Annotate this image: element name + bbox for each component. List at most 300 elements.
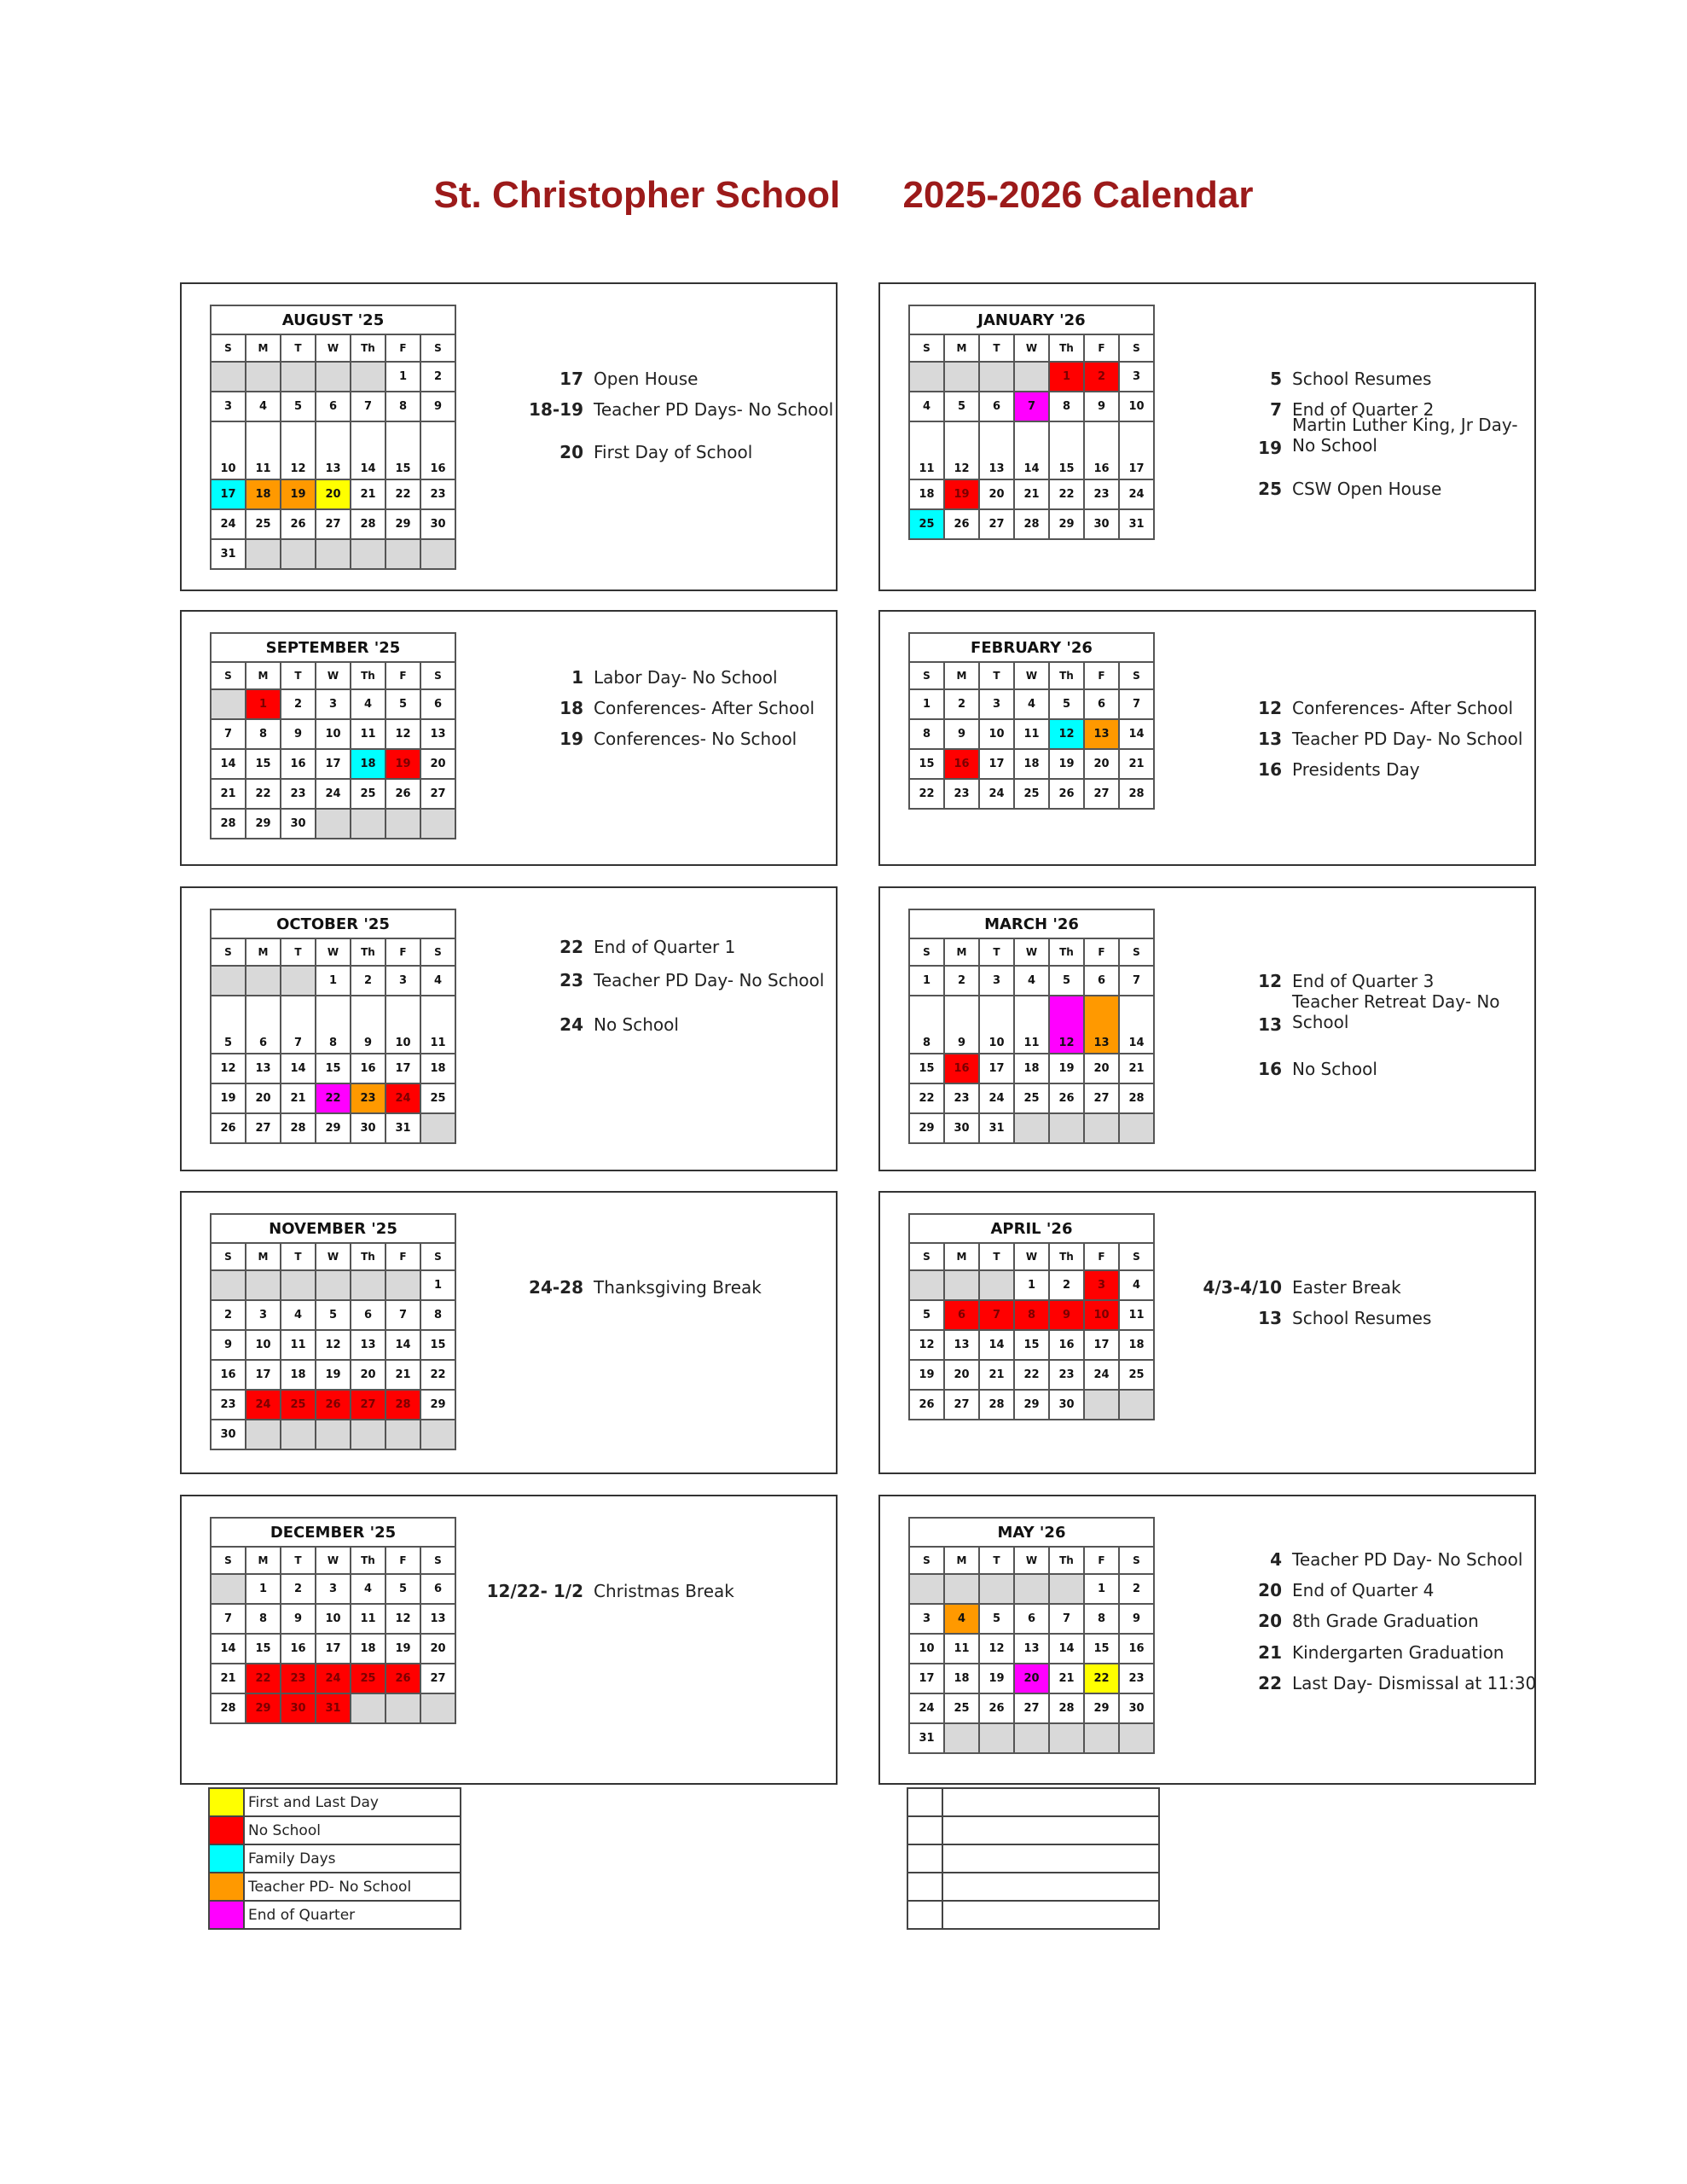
day-cell: 25 [281,1390,316,1420]
event-text: Teacher PD Days- No School [594,399,834,420]
empty-day-cell [1119,1113,1154,1143]
event-text: Easter Break [1292,1277,1401,1298]
day-cell: 3 [979,966,1014,996]
day-cell: 20 [246,1083,281,1113]
weekday-header: M [944,334,979,362]
day-cell: 6 [351,1300,386,1330]
day-cell: 13 [1014,1634,1049,1664]
page-title: St. Christopher School 2025-2026 Calendar [433,174,1254,216]
weekday-header: S [1119,938,1154,966]
day-cell: 26 [944,509,979,539]
day-cell: 2 [351,966,386,996]
event-item [559,937,736,957]
weekday-header: M [246,1243,281,1270]
day-cell: 5 [979,1604,1014,1634]
day-cell: 8 [316,996,351,1054]
empty-day-cell [1084,1723,1119,1753]
day-cell: 19 [909,1360,944,1390]
day-cell: 2 [1119,1574,1154,1604]
event-text: Conferences- After School [1292,698,1514,718]
day-cell: 10 [1084,1300,1119,1330]
day-cell: 21 [281,1083,316,1113]
day-cell: 19 [1049,749,1084,779]
day-cell: 16 [211,1360,246,1390]
day-cell: 8 [909,719,944,749]
day-cell: 5 [909,1300,944,1330]
day-cell: 29 [420,1390,455,1420]
day-cell: 19 [386,749,420,779]
event-item [1258,1059,1377,1079]
event-date: 24 [559,1014,583,1035]
day-cell: 11 [351,719,386,749]
day-cell: 1 [316,966,351,996]
day-cell: 9 [420,392,455,421]
day-cell: 25 [1014,779,1049,809]
weekday-header: S [420,334,455,362]
day-cell: 7 [386,1300,420,1330]
legend-swatch [209,1844,244,1873]
weekday-header: M [246,334,281,362]
event-item [559,970,825,990]
month-title: MARCH '26 [909,909,1154,938]
event-text: Teacher PD Day- No School [1292,1549,1523,1570]
empty-day-cell [211,1270,246,1300]
weekday-header: F [1084,334,1119,362]
day-cell: 24 [1119,479,1154,509]
month-title: JANUARY '26 [909,305,1154,334]
empty-day-cell [1049,1113,1084,1143]
day-cell: 27 [420,779,455,809]
day-cell: 11 [944,1634,979,1664]
event-text: Thanksgiving Break [594,1277,762,1298]
empty-day-cell [979,362,1014,392]
day-cell: 18 [1014,1054,1049,1083]
day-cell: 5 [281,392,316,421]
event-text: Teacher PD Day- No School [594,970,825,990]
weekday-header: T [281,1243,316,1270]
event-date: 7 [1270,399,1282,420]
day-cell: 16 [944,749,979,779]
weekday-header: F [386,334,420,362]
event-item [486,1581,734,1601]
day-cell: 20 [1014,1664,1049,1693]
weekday-header: S [211,662,246,689]
weekday-header: M [944,938,979,966]
weekday-header: Th [1049,662,1084,689]
day-cell: 2 [211,1300,246,1330]
legend-swatch [209,1873,244,1901]
day-cell: 22 [420,1360,455,1390]
weekday-header: S [420,662,455,689]
event-item [1203,1277,1401,1298]
empty-day-cell [1014,1723,1049,1753]
day-cell: 24 [386,1083,420,1113]
day-cell: 3 [316,1574,351,1604]
weekday-header: M [944,1243,979,1270]
day-cell: 4 [351,1574,386,1604]
day-cell: 9 [944,996,979,1054]
event-text: Kindergarten Graduation [1292,1642,1504,1663]
weekday-header: Th [1049,334,1084,362]
event-item [559,1014,679,1035]
weekday-header: F [386,662,420,689]
event-date: 18-19 [529,399,583,420]
day-cell: 18 [1014,749,1049,779]
day-cell: 14 [211,749,246,779]
weekday-header: T [281,1547,316,1574]
weekday-header: F [386,1243,420,1270]
month-title: APRIL '26 [909,1214,1154,1243]
event-date: 13 [1258,1014,1282,1035]
day-cell: 2 [281,689,316,719]
day-cell: 22 [246,779,281,809]
event-item [1258,1642,1504,1663]
day-cell: 29 [246,1693,281,1723]
weekday-header: T [281,938,316,966]
day-cell: 10 [909,1634,944,1664]
empty-day-cell [281,362,316,392]
day-cell: 4 [1014,689,1049,719]
day-cell: 13 [316,421,351,479]
event-date: 19 [559,729,583,749]
day-cell: 25 [944,1693,979,1723]
day-cell: 7 [979,1300,1014,1330]
day-cell: 3 [246,1300,281,1330]
day-cell: 15 [246,1634,281,1664]
event-date: 20 [559,442,583,462]
event-text: Last Day- Dismissal at 11:30 [1292,1673,1537,1693]
day-cell: 6 [1014,1604,1049,1634]
weekday-header: M [246,938,281,966]
day-cell: 30 [420,509,455,539]
month-panel [878,1191,1536,1474]
empty-legend-label [942,1788,1159,1816]
day-cell: 12 [386,1604,420,1634]
empty-day-cell [281,1420,316,1449]
weekday-header: S [909,1547,944,1574]
day-cell: 15 [316,1054,351,1083]
day-cell: 16 [281,1634,316,1664]
empty-day-cell [246,1270,281,1300]
day-cell: 20 [420,749,455,779]
day-cell: 15 [1049,421,1084,479]
day-cell: 28 [211,1693,246,1723]
day-cell: 30 [1119,1693,1154,1723]
day-cell: 10 [316,719,351,749]
day-cell: 22 [246,1664,281,1693]
day-cell: 24 [1084,1360,1119,1390]
day-cell: 16 [1119,1634,1154,1664]
day-cell: 14 [1049,1634,1084,1664]
day-cell: 5 [944,392,979,421]
day-cell: 3 [1119,362,1154,392]
day-cell: 16 [420,421,455,479]
empty-legend-swatch [907,1901,942,1929]
day-cell: 8 [420,1300,455,1330]
day-cell: 26 [386,1664,420,1693]
day-cell: 19 [316,1360,351,1390]
day-cell: 20 [1084,749,1119,779]
day-cell: 27 [944,1390,979,1420]
empty-legend-label [942,1873,1159,1901]
day-cell: 23 [281,779,316,809]
day-cell: 8 [246,1604,281,1634]
day-cell: 2 [1049,1270,1084,1300]
day-cell: 31 [386,1113,420,1143]
day-cell: 30 [281,1693,316,1723]
day-cell: 20 [979,479,1014,509]
day-cell: 6 [1084,966,1119,996]
weekday-header: F [1084,1243,1119,1270]
empty-legend-swatch [907,1873,942,1901]
day-cell: 24 [316,1664,351,1693]
day-cell: 14 [1014,421,1049,479]
day-cell: 28 [386,1390,420,1420]
day-cell: 26 [211,1113,246,1143]
day-cell: 17 [979,1054,1014,1083]
event-date: 12/22- 1/2 [486,1581,583,1601]
day-cell: 26 [316,1390,351,1420]
day-cell: 31 [979,1113,1014,1143]
event-text: Open House [594,369,699,389]
day-cell: 11 [1014,996,1049,1054]
month-panel [878,886,1536,1171]
day-cell: 12 [211,1054,246,1083]
day-cell: 11 [1014,719,1049,749]
weekday-header: W [1014,938,1049,966]
day-cell: 6 [944,1300,979,1330]
day-cell: 9 [1084,392,1119,421]
day-cell: 30 [1084,509,1119,539]
empty-legend-swatch [907,1816,942,1844]
legend-swatch [209,1816,244,1844]
day-cell: 5 [386,689,420,719]
empty-day-cell [979,1574,1014,1604]
day-cell: 7 [281,996,316,1054]
day-cell: 17 [211,479,246,509]
day-cell: 21 [351,479,386,509]
day-cell: 17 [909,1664,944,1693]
empty-day-cell [281,1270,316,1300]
empty-day-cell [211,966,246,996]
weekday-header: W [1014,662,1049,689]
month-panel [180,1191,838,1474]
weekday-header: T [979,334,1014,362]
event-date: 19 [1258,438,1282,458]
day-cell: 27 [1084,779,1119,809]
weekday-header: Th [351,1243,386,1270]
empty-day-cell [909,1270,944,1300]
weekday-header: S [1119,1547,1154,1574]
weekday-header: S [1119,334,1154,362]
day-cell: 2 [1084,362,1119,392]
event-item [529,1277,762,1298]
day-cell: 25 [351,1664,386,1693]
empty-day-cell [351,362,386,392]
day-cell: 30 [1049,1390,1084,1420]
weekday-header: S [1119,1243,1154,1270]
month-calendar [908,305,1155,540]
empty-day-cell [351,809,386,839]
weekday-header: F [1084,662,1119,689]
weekday-header: T [979,938,1014,966]
event-text: School Resumes [1292,1308,1432,1328]
day-cell: 18 [909,479,944,509]
day-cell: 15 [386,421,420,479]
empty-day-cell [316,809,351,839]
event-date: 22 [559,937,583,957]
day-cell: 18 [246,479,281,509]
empty-day-cell [1084,1113,1119,1143]
day-cell: 31 [316,1693,351,1723]
empty-day-cell [281,539,316,569]
empty-day-cell [246,362,281,392]
event-item [559,729,797,749]
day-cell: 18 [1119,1330,1154,1360]
day-cell: 7 [1119,689,1154,719]
day-cell: 21 [1119,1054,1154,1083]
day-cell: 1 [420,1270,455,1300]
weekday-header: W [316,662,351,689]
event-text: Teacher Retreat Day- No [1292,991,1500,1012]
day-cell: 27 [316,509,351,539]
weekday-header: S [420,1547,455,1574]
weekday-header: Th [351,334,386,362]
day-cell: 23 [1049,1360,1084,1390]
empty-day-cell [944,362,979,392]
day-cell: 1 [1014,1270,1049,1300]
weekday-header: T [281,662,316,689]
day-cell: 16 [1084,421,1119,479]
day-cell: 13 [944,1330,979,1360]
event-text-continued: No School [1292,435,1377,456]
event-date: 22 [1258,1673,1282,1693]
event-text-continued: School [1292,1012,1349,1032]
weekday-header: T [979,1243,1014,1270]
empty-day-cell [316,1420,351,1449]
day-cell: 28 [1049,1693,1084,1723]
day-cell: 1 [246,1574,281,1604]
day-cell: 2 [944,689,979,719]
empty-day-cell [211,1574,246,1604]
day-cell: 23 [351,1083,386,1113]
day-cell: 1 [1049,362,1084,392]
empty-day-cell [246,1420,281,1449]
day-cell: 23 [281,1664,316,1693]
day-cell: 5 [211,996,246,1054]
day-cell: 21 [1014,479,1049,509]
event-item [1258,1611,1479,1631]
event-item [559,442,753,462]
day-cell: 27 [1014,1693,1049,1723]
day-cell: 17 [246,1360,281,1390]
day-cell: 17 [316,1634,351,1664]
weekday-header: W [1014,334,1049,362]
empty-day-cell [944,1574,979,1604]
day-cell: 22 [909,779,944,809]
day-cell: 4 [1119,1270,1154,1300]
day-cell: 14 [351,421,386,479]
empty-day-cell [386,809,420,839]
day-cell: 28 [979,1390,1014,1420]
event-date: 4 [1270,1549,1282,1570]
weekday-header: Th [1049,938,1084,966]
month-title: NOVEMBER '25 [211,1214,455,1243]
day-cell: 3 [211,392,246,421]
day-cell: 21 [211,1664,246,1693]
empty-day-cell [1049,1723,1084,1753]
event-item [559,698,815,718]
month-title: DECEMBER '25 [211,1518,455,1547]
weekday-header: S [211,1547,246,1574]
day-cell: 7 [351,392,386,421]
empty-day-cell [1014,362,1049,392]
empty-day-cell [1119,1390,1154,1420]
day-cell: 8 [1049,392,1084,421]
legend-label: First and Last Day [244,1788,461,1816]
day-cell: 29 [386,509,420,539]
day-cell: 10 [211,421,246,479]
day-cell: 9 [211,1330,246,1360]
day-cell: 17 [386,1054,420,1083]
day-cell: 16 [1049,1330,1084,1360]
day-cell: 13 [1084,719,1119,749]
weekday-header: Th [351,938,386,966]
event-date: 20 [1258,1580,1282,1600]
day-cell: 13 [246,1054,281,1083]
event-item [559,369,699,389]
day-cell: 27 [979,509,1014,539]
weekday-header: F [1084,938,1119,966]
day-cell: 28 [351,509,386,539]
day-cell: 14 [979,1330,1014,1360]
day-cell: 28 [1119,779,1154,809]
empty-day-cell [909,362,944,392]
month-panel [878,282,1536,591]
event-item [1258,759,1420,780]
day-cell: 31 [1119,509,1154,539]
month-title: MAY '26 [909,1518,1154,1547]
day-cell: 29 [1049,509,1084,539]
day-cell: 11 [420,996,455,1054]
day-cell: 15 [1084,1634,1119,1664]
empty-day-cell [420,1693,455,1723]
day-cell: 19 [1049,1054,1084,1083]
day-cell: 4 [1014,966,1049,996]
empty-legend-swatch [907,1788,942,1816]
day-cell: 16 [281,749,316,779]
day-cell: 5 [1049,966,1084,996]
day-cell: 17 [979,749,1014,779]
empty-day-cell [211,689,246,719]
day-cell: 7 [211,1604,246,1634]
day-cell: 13 [1084,996,1119,1054]
weekday-header: F [1084,1547,1119,1574]
day-cell: 2 [420,362,455,392]
day-cell: 12 [281,421,316,479]
empty-day-cell [211,362,246,392]
event-item [1258,1673,1537,1693]
day-cell: 29 [1084,1693,1119,1723]
event-date: 13 [1258,1308,1282,1328]
day-cell: 8 [1014,1300,1049,1330]
day-cell: 22 [1049,479,1084,509]
day-cell: 23 [944,779,979,809]
day-cell: 22 [1084,1664,1119,1693]
day-cell: 19 [386,1634,420,1664]
legend-label: Family Days [244,1844,461,1873]
day-cell: 13 [979,421,1014,479]
